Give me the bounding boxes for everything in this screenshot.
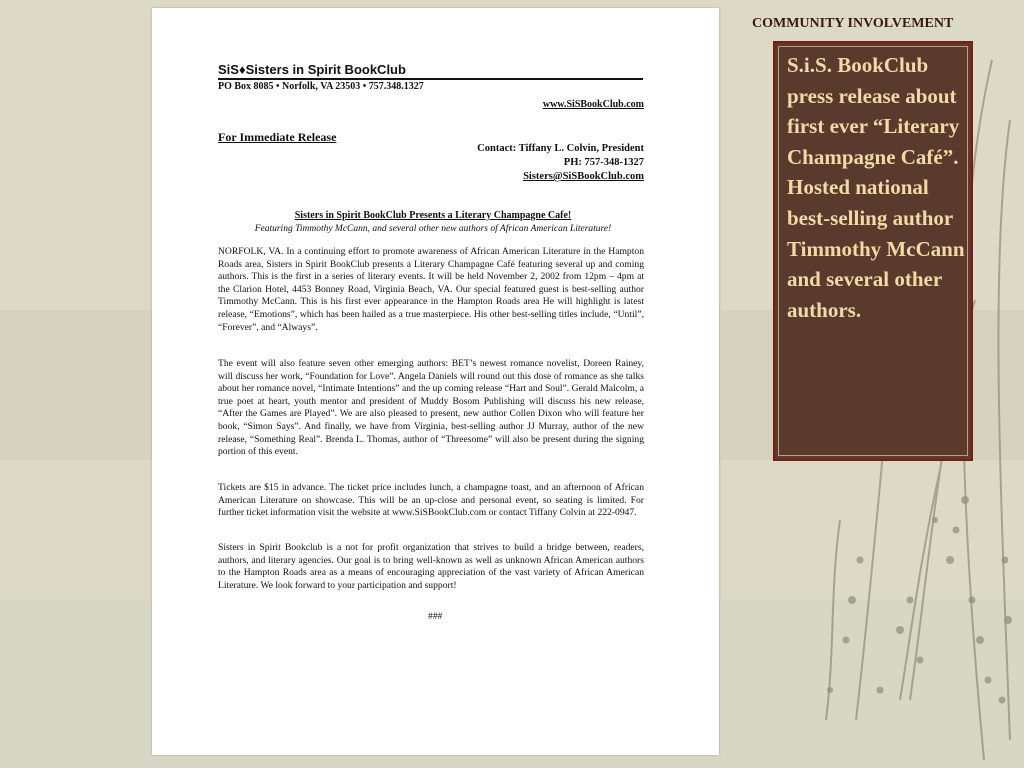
- press-subheadline: Featuring Timmothy McCann, and several other new authors of African American Literature!: [254, 224, 612, 234]
- paragraph: Sisters in Spirit Bookclub is a not for profit organization that strives to build a bridge between, readers, authors, and literary agencies. Our goal is to bring well-known as well as unknown African American authors to the Hampton Roads area as a means of encouraging appreciation of the vast variety of African American Literature. We look forward to your participation and support!: [218, 542, 644, 591]
- press-release-document: [152, 8, 719, 755]
- slide-title: COMMUNITY INVOLVEMENT: [752, 16, 954, 31]
- paragraph: The event will also feature seven other emerging authors: BET’s newest romance novelist, Doreen Rainey, will discuss her work, “Foundation for Love”. Angela Daniels will round out this dose of romance as she talks about her romance novel, “Intimate Intentions” and the up coming release “Hart and Soul”. Gerald Malcolm, a true poet at heart, youth mentor and president of Muddy Bosom Publishing will discuss his new release, “After the Games are Played”. We are also pleased to present, new author Collen Dixon who will feature her book, “Simon Says”. And finally, we have from Virginia, best-selling author JJ Murray, author of the new release, “Something Real”. Brenda L. Thomas, author of “Threesome” will also be present during the signing portion of this event.: [218, 358, 644, 458]
- letterhead-address: PO Box 8085 • Norfolk, VA 23503 • 757.348.1327: [218, 81, 424, 92]
- letterhead-rule: [218, 78, 643, 80]
- release-label: For Immediate Release: [218, 130, 337, 144]
- contact-email[interactable]: Sisters@SiSBookClub.com: [523, 171, 644, 182]
- paragraph: NORFOLK, VA. In a continuing effort to promote awareness of African American Literature in the Hampton Roads area, Sisters in Spirit BookClub presents a Literary Champagne Café featuring several up and coming authors. This is the first in a series of literary events. It will be held November 2, 2002 from 12pm – 4pm at the Clarion Hotel, 4453 Bonney Road, Virginia Beach, VA. Our special featured guest is best-selling author Timmothy McCann. This is his first ever appearance in the Hampton Roads area He will highlight is latest release, “Emotions”, which has been hailed as a true masterpiece. His other best-selling titles include, “Until”, “Forever”, and “Always”.: [218, 246, 644, 333]
- website-link[interactable]: www.SiSBookClub.com: [542, 99, 644, 110]
- contact-phone: PH: 757-348-1327: [563, 157, 644, 168]
- paragraph: Tickets are $15 in advance. The ticket price includes lunch, a champagne toast, and an afternoon of African American Literature on showcase. This will be an up-close and personal event, so seating is limited. For further ticket information visit the website at www.SiSBookClub.com or contact Tiffany Colvin at 222-0947.: [218, 482, 644, 519]
- letterhead-logo: SiS♦Sisters in Spirit BookClub: [218, 62, 406, 77]
- press-headline: Sisters in Spirit BookClub Presents a Literary Champagne Cafe!: [294, 210, 572, 221]
- contact-name: Contact: Tiffany L. Colvin, President: [477, 143, 644, 154]
- contact-block: [477, 142, 644, 184]
- end-marker: ###: [428, 612, 443, 622]
- callout-box: [773, 41, 973, 461]
- callout-text: S.i.S. BookClub press release about first ever “Literary Champagne Café”. Hosted national best-selling author Timmothy McCann and several other authors.: [787, 53, 965, 322]
